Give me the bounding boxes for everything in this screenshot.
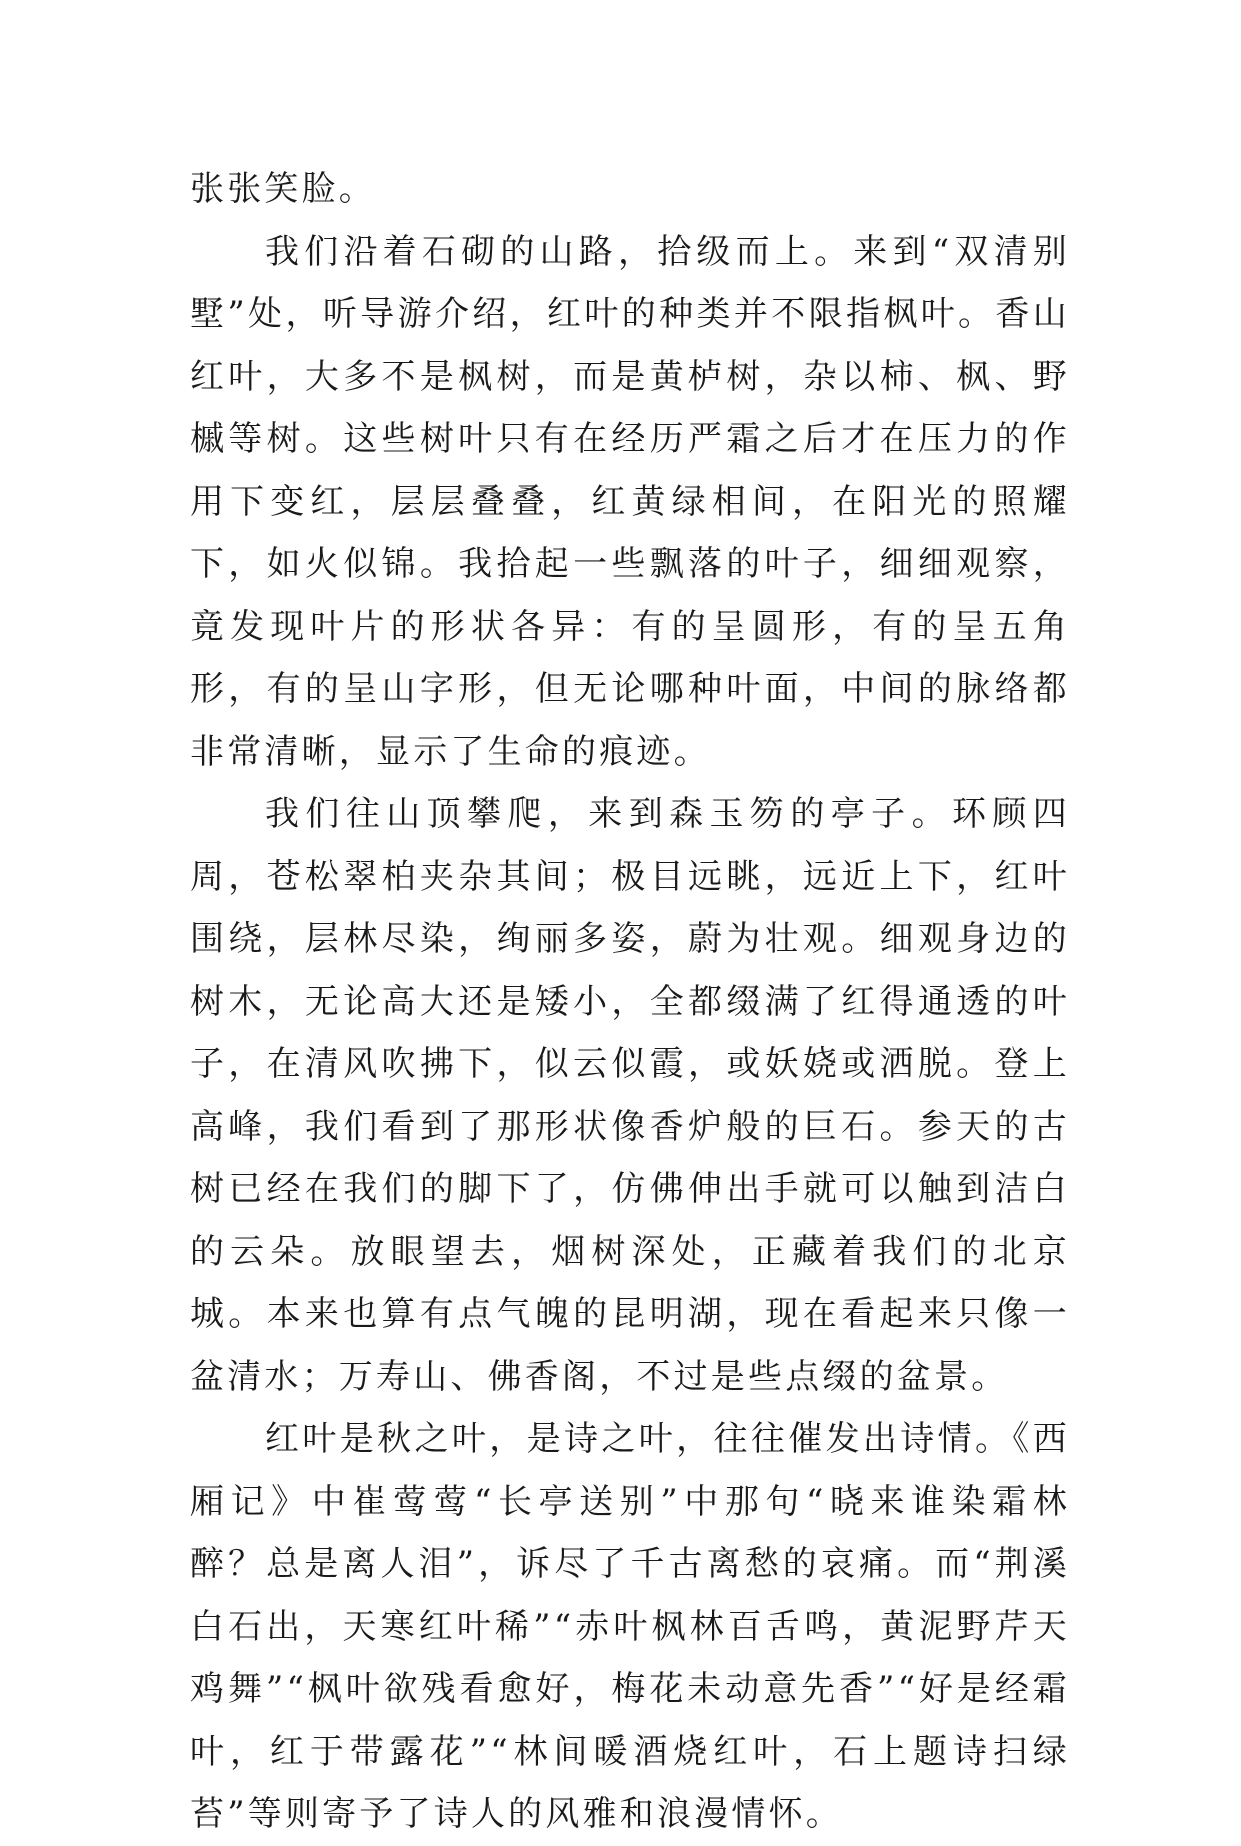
paragraph-4: 红叶是秋之叶，是诗之叶，往往催发出诗情。《西厢记》中崔莺莺“长亭送别”中那句“晓来谁染霜林醉？总是离人泪”，诉尽了千古离愁的哀痛。而“荆溪白石出，天寒红叶稀”“赤叶枫林百舌鸣，黄泥野芹天鸡舞”“枫叶欲残看愈好，梅花未动意先香”“好是经霜叶，红于带露花”“林间暖酒烧红叶，石上题诗扫绿苔”等则寄予了诗人的风雅和浪漫情怀。 [190,1419,1070,1834]
body-text [190,158,1070,1846]
paragraph-2: 我们沿着石砌的山路，拾级而上。来到“双清别墅”处，听导游介绍，红叶的种类并不限指枫叶。香山红叶，大多不是枫树，而是黄栌树，杂以柿、枫、野槭等树。这些树叶只有在经历严霜之后才在压力的作用下变红，层层叠叠，红黄绿相间，在阳光的照耀下，如火似锦。我拾起一些飘落的叶子，细细观察，竟发现叶片的形状各异：有的呈圆形，有的呈五角形，有的呈山字形，但无论哪种叶面，中间的脉络都非常清晰，显示了生命的痕迹。 [190,231,1070,772]
paragraph-1: 张张笑脸。 [190,169,376,209]
paragraph-3: 我们往山顶攀爬，来到森玉笏的亭子。环顾四周，苍松翠柏夹杂其间；极目远眺，远近上下，红叶围绕，层林尽染，绚丽多姿，蔚为壮观。细观身边的树木，无论高大还是矮小，全都缀满了红得通透的叶子，在清风吹拂下，似云似霞，或妖娆或洒脱。登上高峰，我们看到了那形状像香炉般的巨石。参天的古树已经在我们的脚下了，仿佛伸出手就可以触到洁白的云朵。放眼望去，烟树深处，正藏着我们的北京城。本来也算有点气魄的昆明湖，现在看起来只像一盆清水；万寿山、佛香阁，不过是些点缀的盆景。 [190,794,1070,1397]
